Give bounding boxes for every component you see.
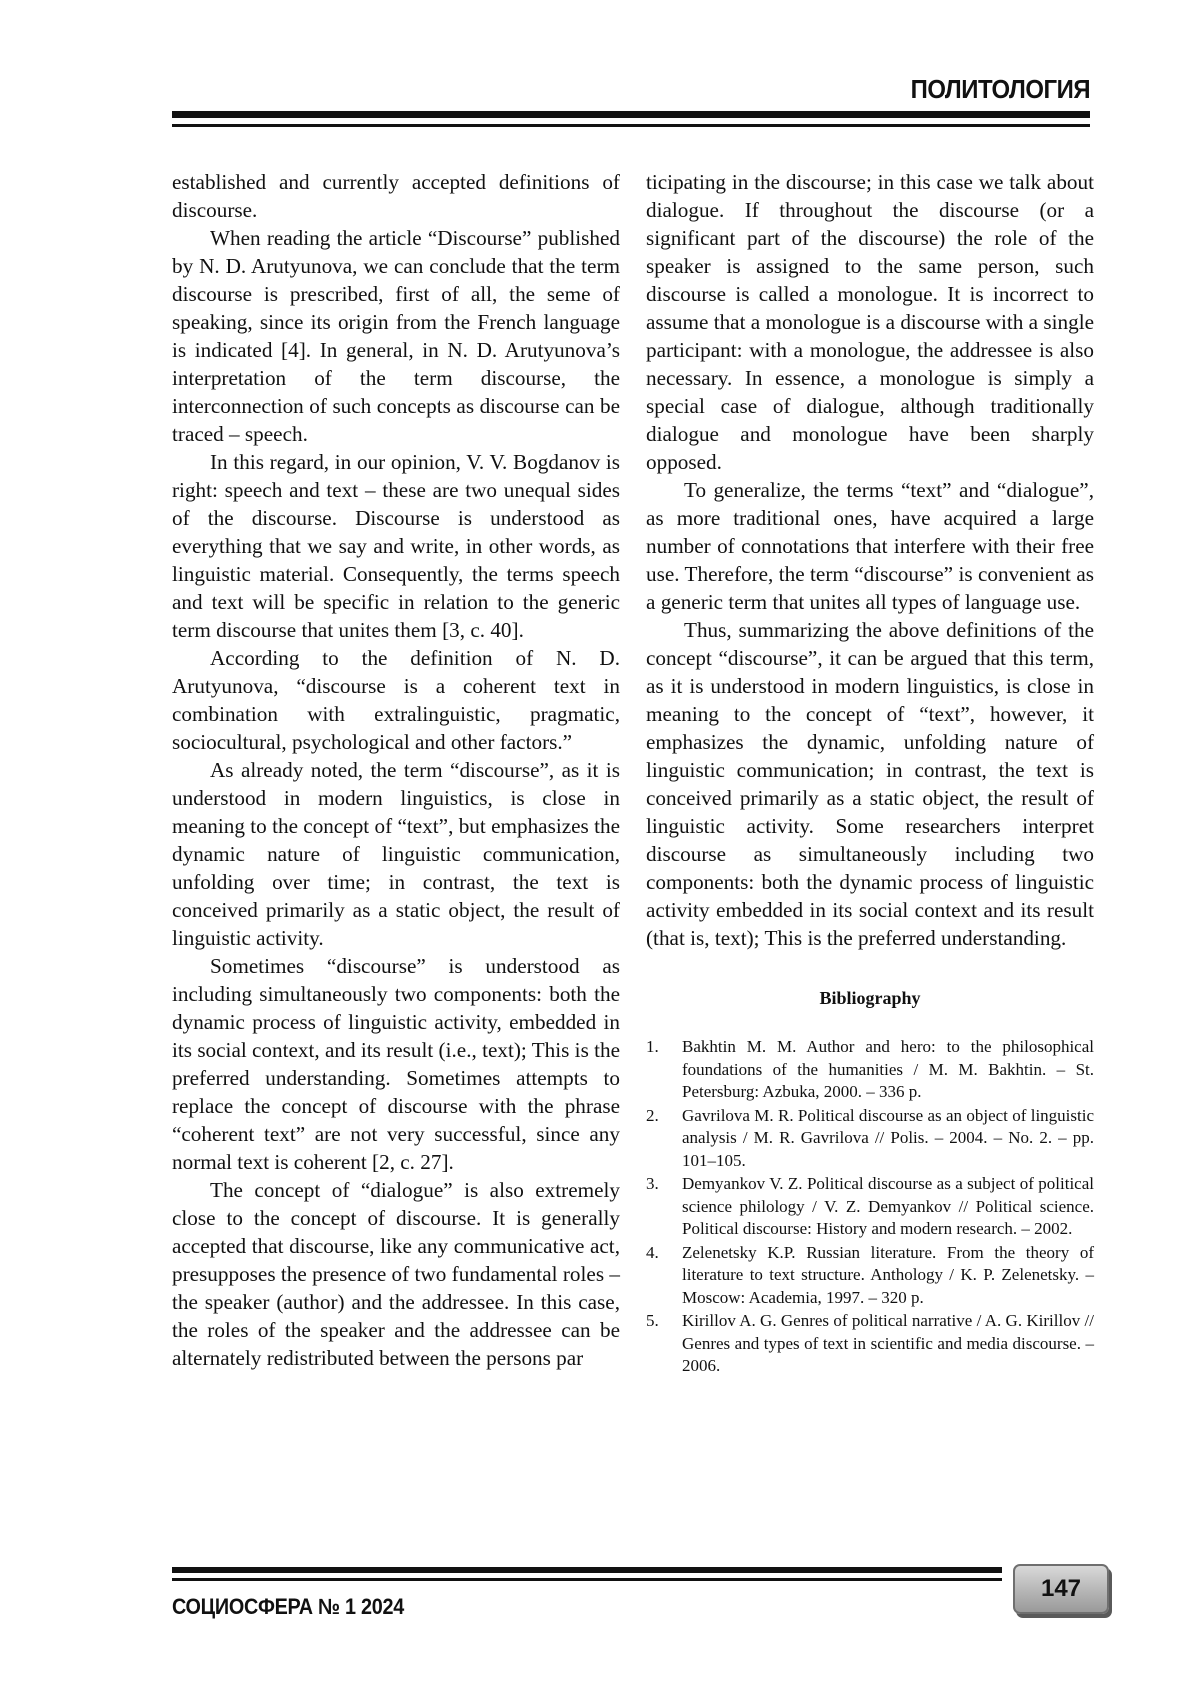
paragraph: As already noted, the term “discourse”, as it is understood in modern linguistics, is close in meaning to the concept of “text”, but emphasizes the dynamic nature of linguistic communication, unfolding over time; in contrast, the text is conceived primarily as a static object, the result of linguistic activity. [172, 758, 620, 950]
left-column [172, 168, 620, 1372]
bibliography-list [646, 1036, 1094, 1378]
bibliography-item-text: Demyankov V. Z. Political discourse as a subject of political science philology / V. Z. Demyankov // Political science. Political discourse: History and modern research. – 2002. [682, 1174, 1094, 1238]
header-rule-thick [172, 111, 1090, 118]
paragraph: Sometimes “discourse” is understood as including simultaneously two components: both the dynamic process of linguistic activity, embedded in its social context, and its result (i.e., text); This is the preferred understanding. Sometimes attempts to replace the concept of discourse with the phrase “coherent text” are not very successful, since any normal text is coherent [2, c. 27]. [172, 954, 620, 1174]
bibliography-item-text: Gavrilova M. R. Political discourse as an object of linguistic analysis / M. R. Gavrilova // Polis. – 2004. – No. 2. – pp. 101–105. [682, 1105, 1094, 1170]
bibliography-title: Bibliography [819, 988, 921, 1008]
paragraph: To generalize, the terms “text” and “dialogue”, as more traditional ones, have acquired a large number of connotations that interfere with their free use. Therefore, the term “discourse” is convenient as a generic term that unites all types of language use. [646, 478, 1094, 614]
bibliography-item [646, 1105, 1094, 1173]
page-number: 147 [1040, 1575, 1082, 1602]
footer-rule-thick [172, 1567, 1002, 1573]
header-rule-thin [172, 124, 1090, 127]
bibliography-item-text: Zelenetsky K.P. Russian literature. From the theory of literature to text structure. Anthology / K. P. Zelenetsky. – Moscow: Academia, 1997. – 320 p. [682, 1242, 1094, 1307]
paragraph: Thus, summarizing the above definitions of the concept “discourse”, it can be argued that this term, as it is understood in modern linguistics, is close in meaning to the concept of “text”, however, it emphasizes the dynamic, unfolding nature of linguistic communication; in contrast, the text is conceived primarily as a static object, the result of linguistic activity. Some researchers interpret discourse as simultaneously including two components: both the dynamic process of linguistic activity embedded in its social context and its result (that is, text); This is the preferred understanding. [646, 618, 1094, 950]
paragraph: established and currently accepted definitions of discourse. [172, 170, 620, 222]
paragraph: ticipating in the discourse; in this case we talk about dialogue. If throughout the discourse (or a significant part of the discourse) the role of the speaker is assigned to the same person, such discourse is called a monologue. It is incorrect to assume that a monologue is a discourse with a single participant: with a monologue, the addressee is also necessary. In essence, a monologue is simply a special case of dialogue, although traditionally dialogue and monologue have been sharply opposed. [646, 170, 1094, 474]
bibliography-item [646, 1310, 1094, 1378]
paragraph: The concept of “dialogue” is also extremely close to the concept of discourse. It is generally accepted that discourse, like any communicative act, presupposes the presence of two fundamental roles – the speaker (author) and the addressee. In this case, the roles of the speaker and the addressee can be alternately redistributed between the persons par [172, 1178, 620, 1370]
bibliography-item [646, 1036, 1094, 1104]
footer-journal-title: СОЦИОСФЕРА № 1 2024 [172, 1594, 404, 1619]
section-title: ПОЛИТОЛОГИЯ [910, 74, 1090, 104]
bibliography-item [646, 1173, 1094, 1241]
bibliography-item-number: 1. [646, 1037, 659, 1056]
footer-rule-thin [172, 1578, 1002, 1581]
bibliography-item-number: 5. [646, 1311, 659, 1330]
bibliography-item-number: 3. [646, 1174, 659, 1193]
bibliography-item-number: 4. [646, 1242, 659, 1262]
bibliography-item-number: 2. [646, 1105, 659, 1125]
bibliography-item [646, 1242, 1094, 1310]
paragraph: In this regard, in our opinion, V. V. Bogdanov is right: speech and text – these are two unequal sides of the discourse. Discourse is understood as everything that we say and write, in other words, as linguistic material. Consequently, the terms speech and text will be specific in relation to the generic term discourse that unites them [3, c. 40]. [172, 450, 620, 642]
page-number-badge [1013, 1564, 1109, 1614]
paragraph: When reading the article “Discourse” published by N. D. Arutyunova, we can conclude that the term discourse is prescribed, first of all, the seme of speaking, since its origin from the French language is indicated [4]. In general, in N. D. Arutyunova’s interpretation of the term discourse, the interconnection of such concepts as discourse can be traced – speech. [172, 226, 620, 446]
bibliography-item-text: Kirillov A. G. Genres of political narrative / A. G. Kirillov // Genres and types of text in scientific and media discourse. – 2006. [682, 1311, 1094, 1375]
bibliography-item-text: Bakhtin M. M. Author and hero: to the philosophical foundations of the humanities / M. M. Bakhtin. – St. Petersburg: Azbuka, 2000. – 336 p. [682, 1037, 1094, 1101]
right-column [646, 168, 1094, 1379]
paragraph: According to the definition of N. D. Arutyunova, “discourse is a coherent text in combination with extralinguistic, pragmatic, sociocultural, psychological and other factors.” [172, 646, 620, 754]
